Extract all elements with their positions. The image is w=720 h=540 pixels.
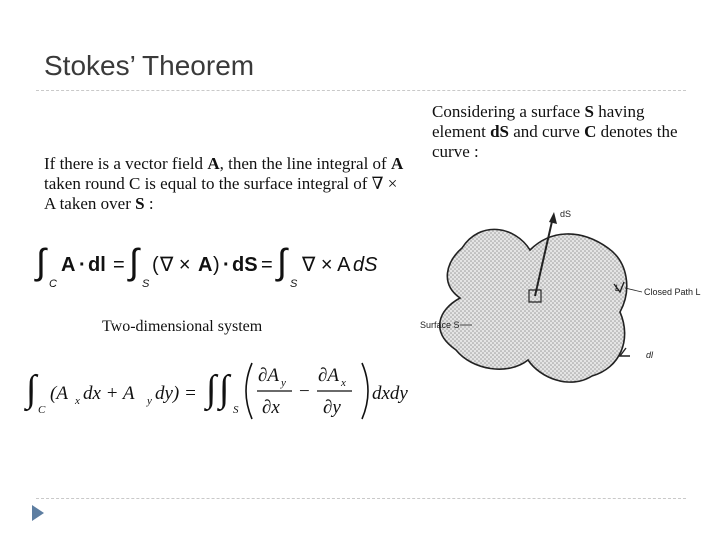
sub-x: x [75, 395, 80, 407]
intro-bold-a: A [207, 154, 220, 173]
right-bold-c: C [584, 122, 597, 141]
normal-arrowhead [549, 212, 557, 224]
surface-diagram [410, 200, 710, 400]
right-bold-s: S [584, 102, 594, 121]
closed-path-leader [625, 288, 642, 292]
slide-bullet-icon [32, 505, 44, 521]
green-equation [26, 355, 408, 435]
open-ax: (A [50, 383, 68, 404]
intro-text-3: taken round C is equal to the surface integral of ∇ × A taken over [44, 174, 398, 213]
frac2-numerator: ∂A [318, 365, 339, 386]
dl-term: dl [88, 254, 106, 276]
big-paren-right [362, 363, 368, 419]
two-dimensional-caption: Two-dimensional system [102, 318, 263, 335]
sub-s2: S [290, 278, 298, 290]
rhs-curl: ∇ × A [302, 254, 351, 276]
double-integral-1: ∫ [206, 368, 217, 410]
big-paren-left [246, 363, 252, 419]
intro-bold-a2: A [390, 154, 404, 173]
intro-paragraph [44, 154, 404, 214]
frac2-num-sub: x [341, 377, 346, 389]
label-surface: Surface S [420, 320, 460, 330]
lhs-vector-a: A [61, 254, 76, 276]
curl-vector-a: A [198, 254, 213, 276]
equals-1: = [113, 254, 125, 276]
sub-c-2: C [38, 404, 46, 416]
right-text-2: having element [432, 102, 645, 141]
right-text-3: and curve [509, 122, 585, 141]
green-equation-svg [26, 355, 408, 430]
label-dl: dl [646, 350, 654, 360]
frac1-denominator: ∂x [262, 397, 280, 418]
rhs-ds: dS [353, 254, 378, 276]
dy-close: dy) = [155, 383, 197, 404]
nabla-cross: ∇ × [160, 254, 191, 276]
intro-text-4: : [144, 194, 154, 213]
right-text-4: denotes the curve : [432, 122, 678, 161]
frac1-numerator: ∂A [258, 365, 279, 386]
dx-plus-a: dx + A [83, 383, 135, 404]
intro-text-2: , then the line integral of [219, 154, 391, 173]
ds-term: dS [232, 254, 258, 276]
title-divider [36, 90, 686, 91]
label-closed-path: Closed Path L [644, 287, 701, 297]
dxdy-term: dxdy [372, 383, 408, 404]
sub-c: C [49, 278, 57, 290]
sub-y: y [147, 395, 152, 407]
right-text-1: Considering a surface [432, 102, 585, 121]
paren-open: ( [152, 254, 159, 276]
intro-bold-s: S [135, 194, 145, 213]
line-integral-sign-2: ∫ [26, 368, 37, 410]
equals-2: = [261, 254, 273, 276]
stokes-equation [36, 240, 396, 300]
label-ds: dS [560, 209, 572, 219]
right-bold-s2: S [499, 122, 509, 141]
label-l: L [615, 283, 621, 293]
surface-integral-sign-2: ∫ [277, 241, 287, 282]
paren-close: ) [213, 254, 220, 276]
sub-s: S [142, 278, 150, 290]
minus-sign: − [299, 381, 310, 402]
surface-paragraph [432, 102, 702, 162]
right-bold-d: d [490, 122, 500, 141]
footer-divider [36, 498, 686, 499]
slide-title: Stokes’ Theorem [44, 50, 255, 81]
surface-figure [410, 200, 710, 405]
dot-2: · [223, 254, 230, 276]
sub-s-2: S [233, 404, 239, 416]
dot-1: · [79, 254, 86, 276]
frac1-num-sub: y [281, 377, 286, 389]
surface-s-shape [440, 229, 627, 382]
line-integral-sign: ∫ [36, 241, 46, 282]
surface-integral-sign: ∫ [129, 241, 139, 282]
double-integral-2: ∫ [219, 368, 230, 410]
stokes-equation-svg [36, 240, 396, 295]
intro-text-1: If there is a vector field [44, 154, 208, 173]
frac2-denominator: ∂y [323, 397, 341, 418]
